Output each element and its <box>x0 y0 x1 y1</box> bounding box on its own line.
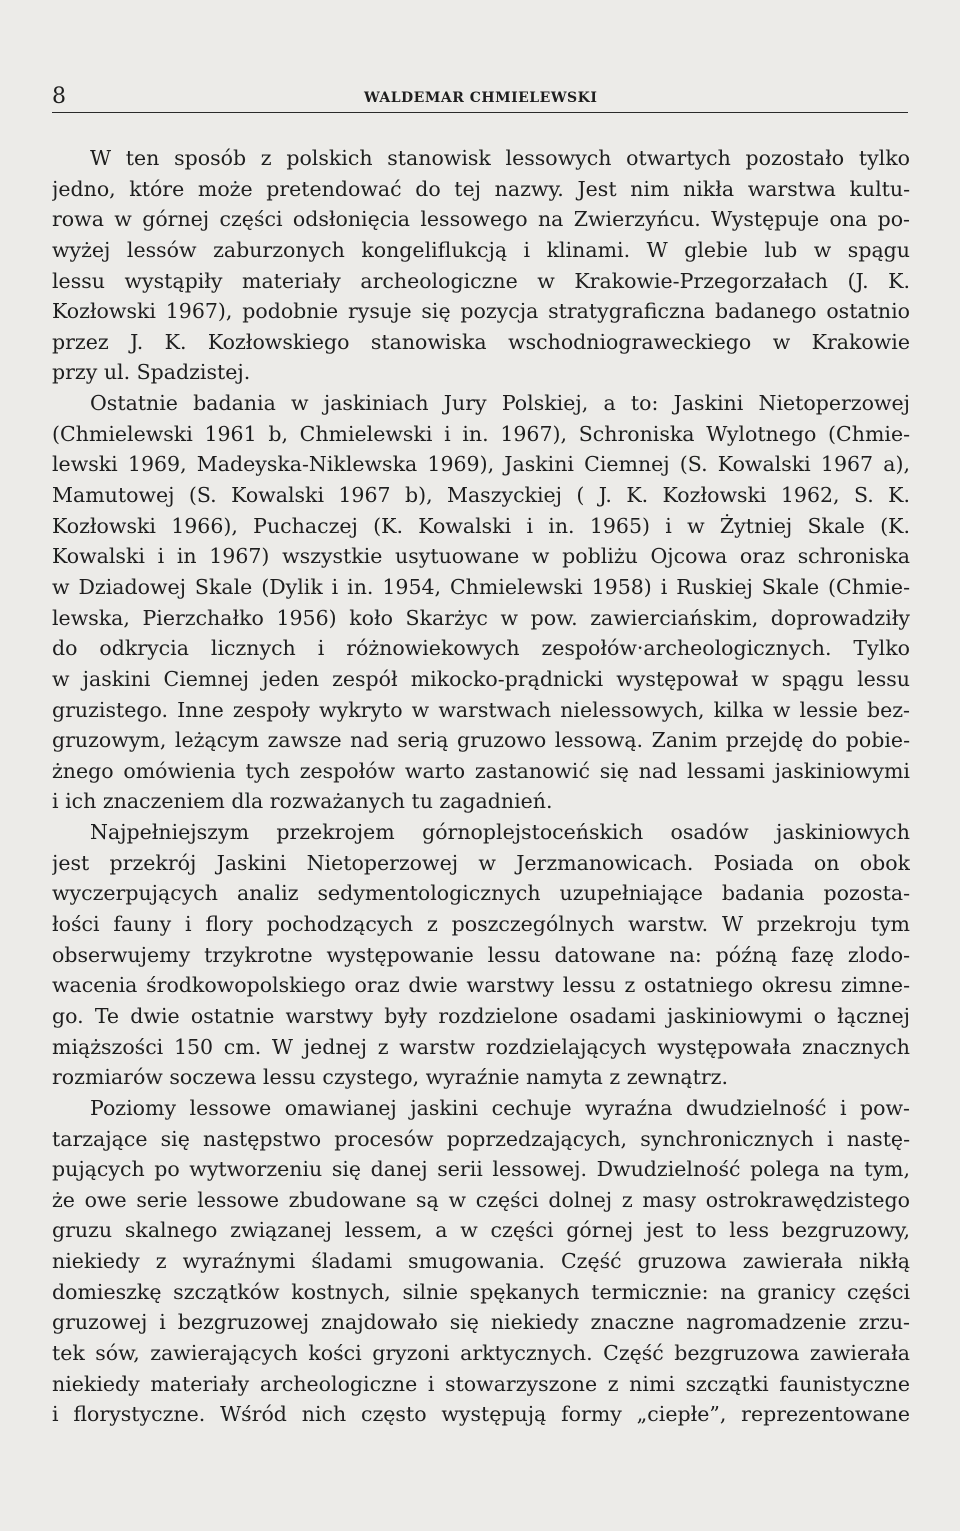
text-line: gruzowym, leżącym zawsze nad serią gruzowo lessową. Zanim przejdę do pobie- <box>52 728 910 753</box>
text-line: niekiedy z wyraźnymi śladami smugowania. Część gruzowa zawierała nikłą <box>52 1249 910 1274</box>
text-line: jedno, które może pretendować do tej nazwy. Jest nim nikła warstwa kultu- <box>52 176 910 201</box>
text-line: gruzu skalnego związanej lessem, a w części górnej jest to less bezgruzowy, <box>52 1218 910 1243</box>
text-line: żnego omówienia tych zespołów warto zastanowić się nad lessami jaskiniowymi <box>52 758 910 783</box>
body-text <box>52 143 910 1430</box>
paragraph <box>52 388 910 817</box>
text-line: rozmiarów soczewa lessu czystego, wyraźnie namyta z zewnątrz. <box>52 1065 728 1090</box>
text-line: pujących po wytworzeniu się danej serii lessowej. Dwudzielność polega na tym, <box>52 1157 910 1182</box>
text-line: i florystyczne. Wśród nich często występują formy „ciepłe”, reprezentowane <box>52 1402 910 1427</box>
paragraph <box>52 817 910 1093</box>
text-line: lewska, Pierzchałko 1956) koło Skarżyc w pow. zawierciańskim, doprowadziły <box>52 605 910 630</box>
text-line: Kowalski i in 1967) wszystkie usytuowane w pobliżu Ojcowa oraz schroniska <box>52 544 910 569</box>
text-line: Mamutowej (S. Kowalski 1967 b), Maszyckiej ( J. K. Kozłowski 1962, S. K. <box>52 483 910 508</box>
paragraph <box>52 1093 910 1430</box>
text-line: jest przekrój Jaskini Nietoperzowej w Jerzmanowicach. Posiada on obok <box>52 850 910 875</box>
header-rule <box>52 112 908 113</box>
text-line: tek sów, zawierających kości gryzoni arktycznych. Część bezgruzowa zawierała <box>52 1340 910 1365</box>
text-line: lewski 1969, Madeyska-Niklewska 1969), Jaskini Ciemnej (S. Kowalski 1967 a), <box>52 452 910 477</box>
text-line: obserwujemy trzykrotne występowanie lessu datowane na: późną fazę zlodo- <box>52 942 910 967</box>
text-line: lessu wystąpiły materiały archeologiczne w Krakowie-Przegorzałach (J. K. <box>52 268 910 293</box>
text-line: W ten sposób z polskich stanowisk lessowych otwartych pozostało tylko <box>90 146 910 170</box>
text-line: w Dziadowej Skale (Dylik i in. 1954, Chmielewski 1958) i Ruskiej Skale (Chmie- <box>52 574 910 599</box>
text-line: Najpełniejszym przekrojem górnoplejstoceńskich osadów jaskiniowych <box>90 820 910 845</box>
text-line: przez J. K. Kozłowskiego stanowiska wschodniograweckiego w Krakowie <box>52 329 910 354</box>
text-line: wyżej lessów zaburzonych kongeliflukcją i klinami. W glebie lub w spągu <box>52 237 910 262</box>
text-line: (Chmielewski 1961 b, Chmielewski i in. 1967), Schroniska Wylotnego (Chmie- <box>52 421 910 446</box>
text-line: wyczerpujących analiz sedymentologicznych uzupełniające badania pozosta- <box>52 881 910 906</box>
text-line: łości fauny i flory pochodzących z poszczególnych warstw. W przekroju tym <box>52 912 910 937</box>
text-line: domieszkę szczątków kostnych, silnie spękanych termicznie: na granicy części <box>52 1279 910 1304</box>
page-number: 8 <box>52 84 66 109</box>
text-line: Ostatnie badania w jaskiniach Jury Polskiej, a to: Jaskini Nietoperzowej <box>90 391 910 416</box>
text-line: że owe serie lessowe zbudowane są w części dolnej z masy ostrokrawędzistego <box>52 1187 910 1212</box>
text-line: rowa w górnej części odsłonięcia lessowego na Zwierzyńcu. Występuje ona po- <box>52 207 910 232</box>
text-line: przy ul. Spadzistej. <box>52 360 251 385</box>
page-header <box>52 84 908 114</box>
text-line: wacenia środkowopolskiego oraz dwie warstwy lessu z ostatniego okresu zimne- <box>52 973 910 998</box>
text-line: gruzistego. Inne zespoły wykryto w warstwach nielessowych, kilka w lessie bez- <box>52 697 910 722</box>
running-head: WALDEMAR CHMIELEWSKI <box>364 90 598 106</box>
text-line: w jaskini Ciemnej jeden zespół mikocko-prądnicki występował w spągu lessu <box>52 666 910 691</box>
text-line: i ich znaczeniem dla rozważanych tu zagadnień. <box>52 789 553 814</box>
text-line: Kozłowski 1966), Puchaczej (K. Kowalski i in. 1965) i w Żytniej Skale (K. <box>52 513 910 538</box>
text-line: tarzające się następstwo procesów poprzedzających, synchronicznych i nastę- <box>52 1126 910 1151</box>
text-line: go. Te dwie ostatnie warstwy były rozdzielone osadami jaskiniowymi o łącznej <box>52 1003 910 1028</box>
paragraph <box>52 143 910 388</box>
text-line: Kozłowski 1967), podobnie rysuje się pozycja stratygraficzna badanego ostatnio <box>52 299 910 324</box>
text-line: niekiedy materiały archeologiczne i stowarzyszone z nimi szczątki faunistyczne <box>52 1371 910 1396</box>
text-line: Poziomy lessowe omawianej jaskini cechuje wyraźna dwudzielność i pow- <box>90 1095 910 1120</box>
text-line: miąższości 150 cm. W jednej z warstw rozdzielających występowała znacznych <box>52 1034 910 1059</box>
text-line: do odkrycia licznych i różnowiekowych zespołów·archeologicznych. Tylko <box>52 636 910 661</box>
text-line: gruzowej i bezgruzowej znajdowało się niekiedy znaczne nagromadzenie zrzu- <box>52 1310 910 1335</box>
